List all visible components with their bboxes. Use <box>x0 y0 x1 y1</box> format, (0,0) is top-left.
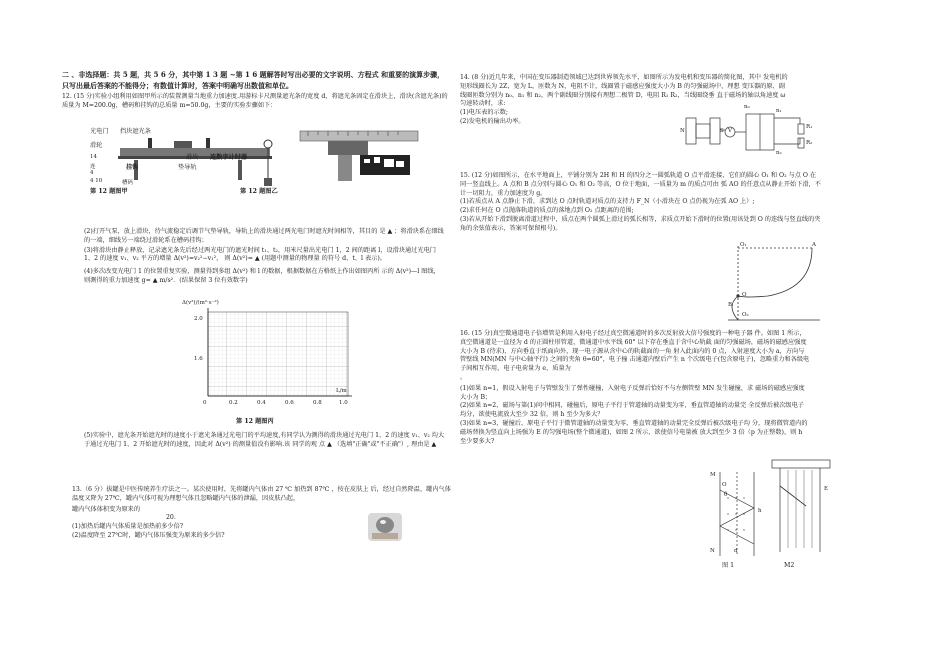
label-pulley: 滑轮 <box>90 142 103 149</box>
caliper-drawing <box>298 127 420 185</box>
q12-step5: (5)实验中，遮光条开始遮光时的速度小于遮光条通过光电门的平均速度,有同学认为测得的滑块通过光电门 1、2 的速度 v₁、v₂ 均大于通过光电门 1、2 开始遮光时的速度，因此对 Δ(v²) 的测量值没有影响.该 同学的观 点 ▲ （选填"正确"或"不正确"）, 理由是 ▲ <box>84 432 445 448</box>
label-shade: 挡块遮光条 <box>120 128 151 135</box>
q16-fig2-caption: M2 <box>784 562 795 569</box>
q16-label-theta: θ <box>724 492 728 498</box>
apparatus-drawing <box>88 126 276 192</box>
q12-graph <box>182 300 356 410</box>
q13-sub2: (2)温度降至 27℃时，罐内气体压强变为原来的多少倍? <box>72 531 225 539</box>
label-14: 14 <box>90 154 97 160</box>
label-weight: 槽码 <box>122 180 134 186</box>
q14-label-n0: n₀ <box>744 104 750 110</box>
graph-xlabel: L/m <box>336 388 347 394</box>
q15-label-B: B <box>728 302 733 308</box>
q15-label-A: A <box>812 242 816 248</box>
q14-label-N: N <box>680 128 685 134</box>
q15-fig-track <box>728 240 820 326</box>
label-lian: 连 <box>90 164 96 170</box>
q16-sub2: (2)如果 n=2，磁场与第(1)问中相同，碰撞后，原电子平行于管道轴的动量变为零，垂直管道轴的动量完 全反弹后被次级电子均分，欲使电流放大至少 32 倍，则 h 至少为多大？ <box>460 402 804 419</box>
label-4b: 4 10 <box>90 178 103 184</box>
q14-label-n1: n₁ <box>776 108 782 114</box>
q16-sub1: (1)如果 n=1，假设入射电子与管壁发生了弹性碰撞，入射电子反弹后恰好不与左侧管壁 MN 发生碰撞，求 磁场的磁感应强度大小为 B； <box>460 384 805 401</box>
label-4a: 4 <box>90 170 94 176</box>
q15-label-O: O <box>742 292 747 298</box>
q14-label-n2: n₂ <box>776 150 782 156</box>
generator-drawing <box>680 100 822 162</box>
q12-steps <box>84 228 444 286</box>
q16-label-d: d <box>734 548 738 554</box>
q14-label-R2: R₂ <box>806 140 813 146</box>
graph-caption: 第 12 题图丙 <box>236 418 274 425</box>
q15-sub1: (1)若质点从 A 点静止下滑，求到达 O 点时轨道对质点的支持力 F_N（小滑块在 O 点仍视为在弧 AO 上）; <box>460 198 755 206</box>
q16-label-N: N <box>710 548 715 554</box>
graph-ytick-1: 2.0 <box>194 316 203 322</box>
q14-label-R1: R₁ <box>806 124 813 130</box>
q13-text: 13.（6 分）拔罐是中医传统养生疗法之一。某次使用时，先将罐内气体由 27 ℃ 加热到 87℃ ，按在皮肤上 后，经过自然降温，罐内气体温度又降为 27℃，罐内气体可视为理想气体且忽略罐内气体的泄漏，因皮肤凸起， <box>72 486 451 502</box>
q14-fig-generator <box>680 100 822 162</box>
q15-block <box>460 172 822 234</box>
q16-label-E: E <box>824 486 829 492</box>
graph-xtick: 0.6 <box>285 400 294 406</box>
fig2-drawing <box>766 456 836 556</box>
cupping-drawing <box>368 513 402 541</box>
q16-label-h: h <box>758 508 762 514</box>
graph-ylabel: Δ(v²)/(m²·s⁻²) <box>182 300 219 306</box>
q16-fig2 <box>766 456 836 556</box>
graph-ytick-2: 1.6 <box>194 356 203 362</box>
q16-sub3: (3)如果 n=3，碰撞后，原电子平行于微管道轴的动量变为零，垂直管道轴的动量完全反弹后被次级电子均 分，现将微管道内的磁场替换为竖直向上场强为 E 的匀强电场(整个微通道)，如图 2 所示，欲使信号电量被 放大到至少 3 倍（p 为正整数)，则 h 至少要多大? <box>460 419 808 445</box>
q16-cont: 。 <box>460 373 467 381</box>
graph-xtick: 0.2 <box>229 400 238 406</box>
q16-label-O: O <box>722 482 727 488</box>
q14-text: 14. (8 分)近几年来，中国在变压器制造领域已达到世界领先水平，如图所示为发电机和变压器的简化图，其中 发电机的矩形线圈长为 2Z，宽为 L，匝数为 N，电阻不计，线圈置于磁感应强度大小为 B 的匀强磁场中，理想 变压器的原、副线圈匝数分别为 n₀、n₁ 和 n₂，两个副线圈分别接有理想二极管 D，电阻 R₁ R₂，当线圈绕垂 直于磁场的轴以角速度 ω 匀速转动时，求: <box>460 74 788 108</box>
section-header: 二 、非选择题：共 5 题，共 5 6 分，其中第 1 3 题 ~第 1 6 题解答时写出必要的文字说明、方程式 和重要的演算步骤，只写出最后答案的不能得分；有数值计算时，答案中明确写出数值和单位。 <box>62 70 445 90</box>
q16-text: 16. (15 分)真空微通道电子倍增管是利用入射电子经过真空微通道时的多次反射放大信号强度的一种电子器 件。如图 1 所示，真空微通道是一直径为 d 的正圆柱形管道，微通道中水平线 60° 以下存在垂直于含中心轨截 面的匀强磁场，磁场的磁感应强度大小为 B (待求)，方向垂直于纸面向外，现一电子源从含中心的轨截面的一角 射入此面内的 0 点，入射速度大小为 a，方向与管壁线 MN(MN 与中心轴平行) 之间的夹角 θ=60°，电子撞 击通道内壁后产生 n 个次级电子(包含原电子)，忽略重力和各级电子间相互作用，电子电荷量为 e，质量为 <box>460 330 810 373</box>
q13-fraction: 20. <box>166 514 176 522</box>
q16-label-M: M <box>710 472 716 478</box>
q16-fig1 <box>706 468 768 558</box>
label-rail: 垫导轨 <box>178 164 197 171</box>
q12-step4: (4)多次改变光电门 1 的位置重复实验，测量得到多组 Δ(v²) 和 l 的数据，根据数据在方格纸上作出如图丙所 示的 Δ(v²)—l 图线，则测得的重力加速度 g= ▲ m/s²．(结果保留 3 位有效数字) <box>84 268 440 284</box>
q16-fig1-caption: 图 1 <box>722 562 735 569</box>
q13-line2: 罐内气体体积变为原来的 <box>72 505 141 513</box>
label-timer: 连数字计时器 <box>210 154 248 161</box>
q14-label-V: V <box>728 128 732 134</box>
left-column <box>62 70 450 111</box>
q14-label-S: S <box>720 128 724 134</box>
q14-sub2: (2)发电机的输出功率。 <box>460 117 525 125</box>
q13-cupping-photo <box>368 513 402 541</box>
q15-label-O2: O₂ <box>742 312 749 318</box>
q12-fig-apparatus <box>88 126 276 192</box>
graph-xtick: 1.0 <box>339 400 348 406</box>
q16-block <box>460 330 810 446</box>
q12-fig-caliper <box>298 127 420 185</box>
fig-b-caption: 第 12 题图乙 <box>240 188 278 195</box>
graph-xtick: 0 <box>203 400 207 406</box>
q13-sub1: (1)加热后罐内气体质量是加热前多少倍? <box>72 523 184 531</box>
q14-sub1: (1)电压表的示数; <box>460 109 508 117</box>
label-slider: 滑块 <box>186 154 199 161</box>
q12-step3: (3)将滑块由静止释放，记录遮光条先后经过两光电门的遮光时间 t₁、t₂，用米尺量出光电门 1，2 间的距离 l，设滑块通过光电门 1、2 的速度 v₁、v₂ 平方的增量 Δ(v²)=v₂²−v₁²， 则 Δ(v²)= ▲ (用题中测量的物理量 的符号 d、t、l 表示)。 <box>84 246 436 263</box>
label-hook: 挂钩 <box>126 164 139 171</box>
label-photogate: 光电门 <box>90 128 109 135</box>
q12-intro: 12. (15 分)实验小组利用如图甲所示的装置测量当地重力加速度.用游标卡尺测量遮光条的宽度 d，将遮光条固定在滑块上，滑块(含遮光条)的质量为 M=200.0g，槽码和挂钩的总质量 m=50.0g，主要的实验步骤如下： <box>62 93 448 109</box>
graph-xtick: 0.4 <box>257 400 266 406</box>
q12-step5-block <box>84 432 446 450</box>
fig-a-caption: 第 12 题图甲 <box>90 188 128 195</box>
q15-label-O1: O₁ <box>740 242 747 248</box>
graph-xtick: 0.8 <box>313 400 322 406</box>
q15-sub3: (3)若从开始下滑到脱离滑道过程中，质点在两个圆弧上滑过的弧长相等，求质点开始下滑时的位置(用该处到 O 的连线与竖直线的夹角的余弦值表示，答案可保留根号)。 <box>460 215 821 232</box>
q12-step2: (2)打开气泵，放上滑块，待气流稳定后调节气垫导轨，导轨上的滑块通过两光电门时遮光时间相等，其目的 是 ▲ ；将滑块系在细线的一端，细线另一端绕过滑轮系在槽码挂钩； <box>84 228 444 244</box>
q15-text: 15. (12 分)如图所示，在水平地面上，平铺分别为 2H 和 H 的四分之一圆弧轨道 O 点平滑连接，它们的圆心 O₁ 和 O₂ 与点 O 在同一竖直线上。A 点和 B 点分别与圆心 O₁ 和 O₂ 等高，O 位于地面，一质量为 m 的质点可由 弧 AO 的任意点从静止开始下滑，不计一切阻力，重力加速度为 g。 <box>460 172 821 197</box>
graph-grid <box>186 306 356 410</box>
q15-sub2: (2)求任何在 O 点抛落轨道的质点的落地点到 O₂ 点距离的范围; <box>460 207 634 215</box>
